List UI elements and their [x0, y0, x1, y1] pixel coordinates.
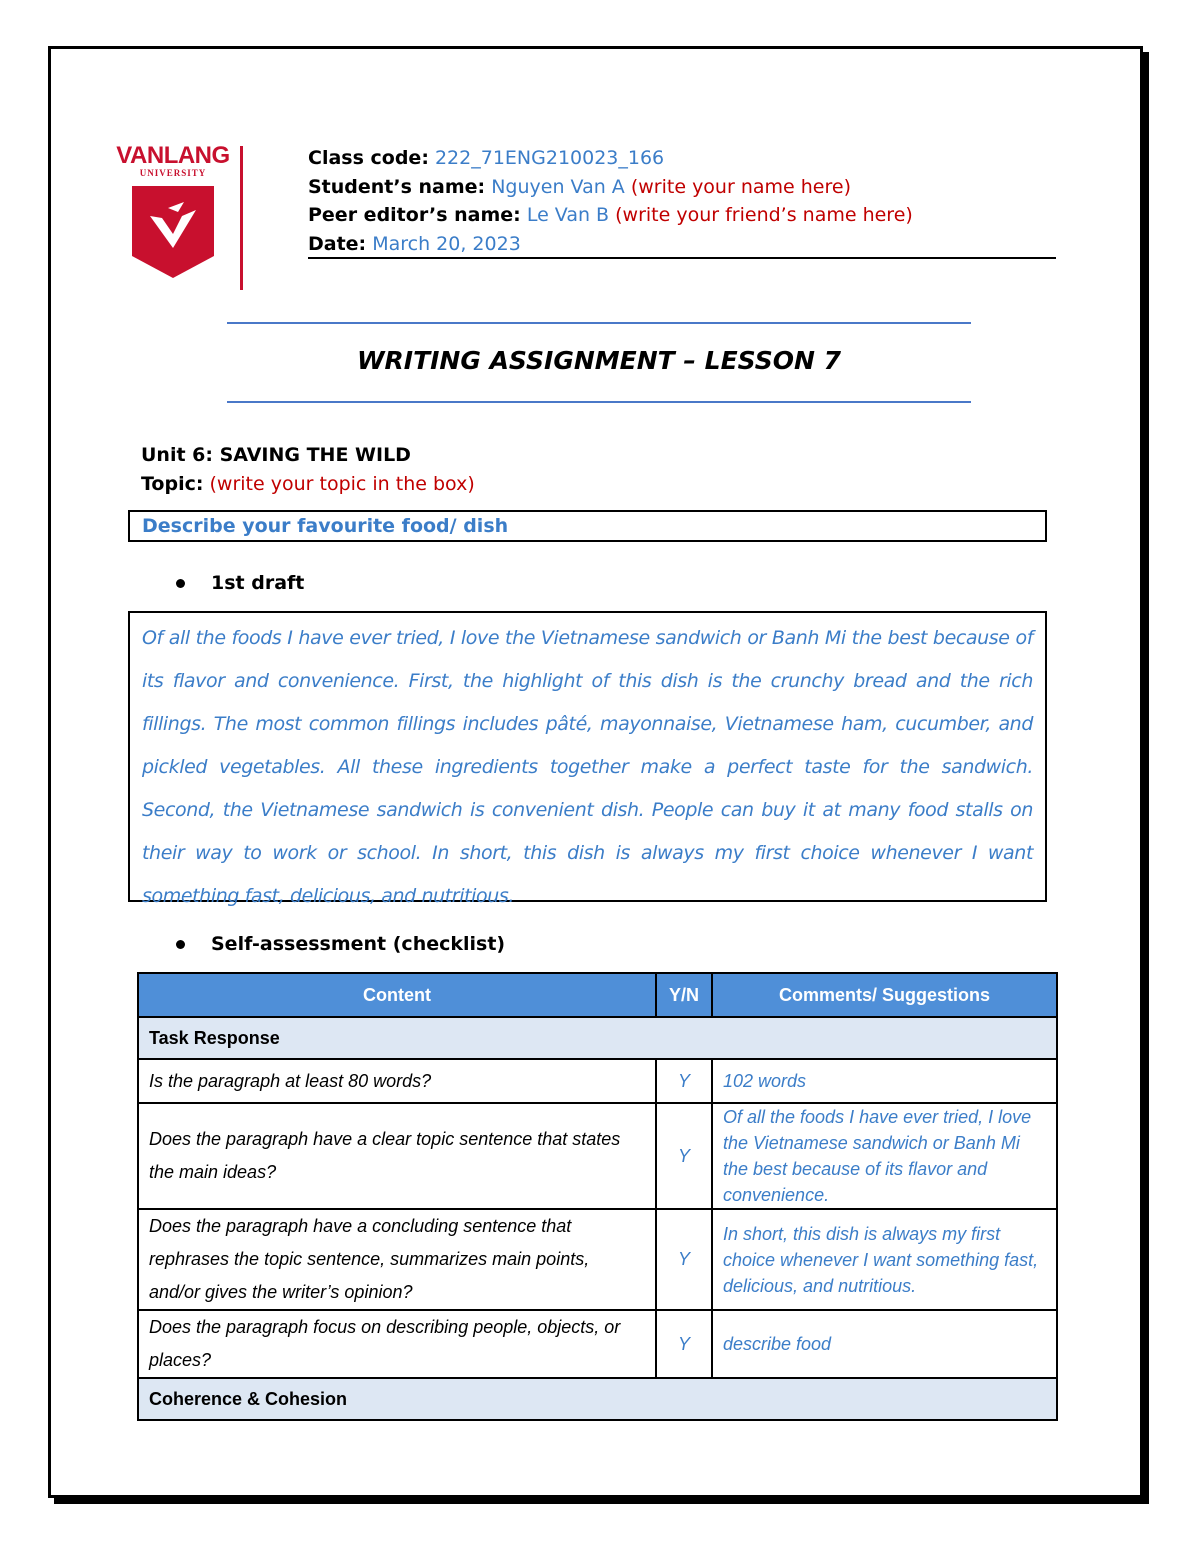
header-comments: Comments/ Suggestions [712, 973, 1057, 1017]
date-value: March 20, 2023 [372, 232, 521, 255]
bullet-icon [176, 940, 185, 949]
title-rule-top [227, 322, 971, 324]
table-row [138, 1209, 1057, 1310]
logo-sub: UNIVERSITY [139, 168, 207, 178]
comment-cell: describe food [712, 1310, 1057, 1378]
date-label: Date: [308, 232, 367, 255]
topic-line [141, 470, 475, 499]
header-content: Content [138, 973, 656, 1017]
question-cell: Does the paragraph focus on describing people, objects, or places? [138, 1310, 656, 1378]
comment-cell: Of all the foods I have ever tried, I love the Vietnamese sandwich or Banh Mi the best because of its flavor and convenience. [712, 1103, 1057, 1209]
peer-editor-label: Peer editor’s name: [308, 204, 521, 226]
question-cell: Is the paragraph at least 80 words? [138, 1059, 656, 1103]
section-row [138, 1017, 1057, 1059]
checklist-heading-label: Self-assessment (checklist) [211, 933, 506, 955]
unit-block [141, 441, 475, 499]
topic-label: Topic: [141, 473, 204, 495]
title-rule-bottom [227, 401, 971, 403]
student-name-row [308, 173, 1056, 202]
date-row [308, 230, 1056, 259]
section-task-response: Task Response [138, 1017, 1057, 1059]
draft-paragraph: Of all the foods I have ever tried, I love the Vietnamese sandwich or Banh Mi the best because of its flavor and convenience. First, the highlight of this dish is the crunchy bread and the rich fillings. The most common fillings includes pâté, mayonnaise, Vietnamese ham, cucumber, and pickled vegetables. All these ingredients together make a perfect taste for the sandwich. Second, the Vietnamese sandwich is convenient dish. People can buy it at many food stalls on their way to work or school. In short, this dish is always my first choice whenever I want something fast, delicious, and nutritious. [128, 611, 1047, 902]
peer-editor-value: Le Van B [526, 204, 610, 226]
self-assessment-table [137, 972, 1058, 1421]
header-rule [308, 257, 1056, 259]
university-logo [112, 142, 252, 292]
shield-icon [132, 186, 214, 278]
section-row [138, 1378, 1057, 1420]
table-row [138, 1059, 1057, 1103]
class-code-label: Class code: [308, 147, 429, 169]
unit-title: Unit 6: SAVING THE WILD [141, 444, 411, 466]
checklist-heading [176, 933, 505, 955]
draft-heading [176, 572, 304, 594]
table-row [138, 1310, 1057, 1378]
logo-name: VANLANG [116, 142, 230, 169]
draft-heading-label: 1st draft [211, 572, 305, 594]
peer-editor-hint: (write your friend’s name here) [615, 204, 913, 226]
comment-cell: 102 words [712, 1059, 1057, 1103]
table-row [138, 1103, 1057, 1209]
page-title: WRITING ASSIGNMENT – LESSON 7 [356, 346, 842, 375]
student-name-hint: (write your name here) [630, 175, 851, 198]
topic-hint: (write your topic in the box) [209, 473, 475, 495]
student-name-value: Nguyen Van A [491, 175, 625, 198]
bullet-icon [176, 579, 185, 588]
question-cell: Does the paragraph have a concluding sentence that rephrases the topic sentence, summarizes main points, and/or gives the writer’s opinion? [138, 1209, 656, 1310]
comment-cell: In short, this dish is always my first choice whenever I want something fast, delicious, and nutritious. [712, 1209, 1057, 1310]
header-yn: Y/N [656, 973, 712, 1017]
yn-cell: Y [656, 1310, 712, 1378]
yn-cell: Y [656, 1103, 712, 1209]
student-name-label: Student’s name: [308, 175, 486, 198]
question-cell: Does the paragraph have a clear topic sentence that states the main ideas? [138, 1103, 656, 1209]
yn-cell: Y [656, 1059, 712, 1103]
class-code-row [308, 144, 1056, 173]
header-info [308, 144, 1056, 258]
topic-box: Describe your favourite food/ dish [128, 510, 1047, 542]
table-header-row [138, 973, 1057, 1017]
class-code-value: 222_71ENG210023_166 [434, 147, 665, 169]
peer-editor-row [308, 201, 1056, 230]
section-coherence-cohesion: Coherence & Cohesion [138, 1378, 1057, 1420]
yn-cell: Y [656, 1209, 712, 1310]
logo-divider [240, 146, 243, 290]
